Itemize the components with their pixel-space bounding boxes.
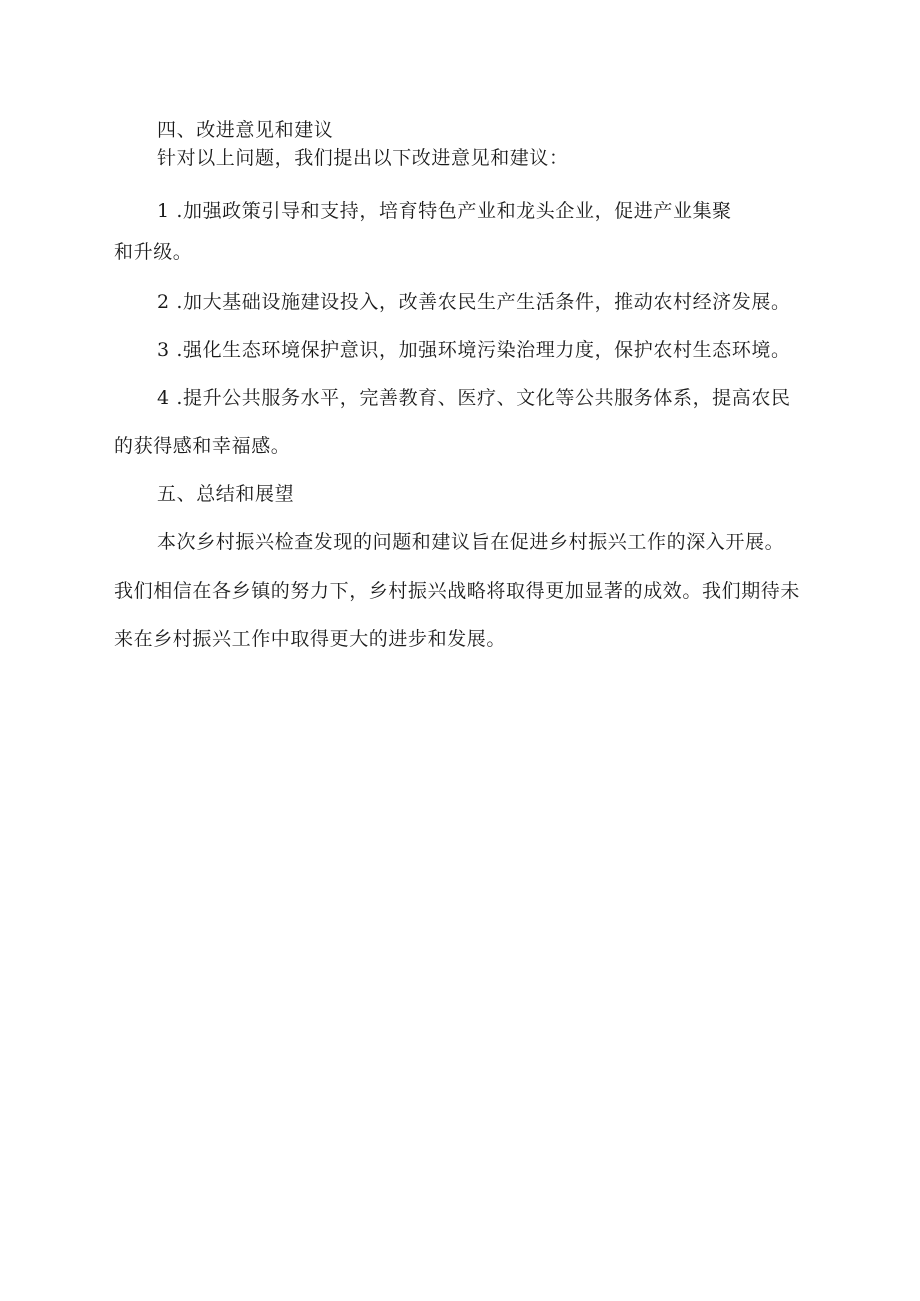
section-5-heading: 五、总结和展望 (157, 483, 295, 505)
section-5-paragraph-line-3: 来在乡村振兴工作中取得更大的进步和发展。 (114, 628, 507, 650)
list-item-4-line-1: 4 .提升公共服务水平，完善教育、医疗、文化等公共服务体系，提高农民 (157, 387, 791, 409)
list-item-1-line-2: 和升级。 (114, 241, 193, 263)
section-4-intro: 针对以上问题，我们提出以下改进意见和建议： (157, 147, 569, 169)
list-item-2: 2 .加大基础设施建设投入，改善农民生产生活条件，推动农村经济发展。 (157, 291, 791, 313)
section-5-paragraph-line-2: 我们相信在各乡镇的努力下，乡村振兴战略将取得更加显著的成效。我们期待未 (114, 580, 801, 602)
list-item-3: 3 .强化生态环境保护意识，加强环境污染治理力度，保护农村生态环境。 (157, 339, 791, 361)
section-4-heading: 四、改进意见和建议 (157, 119, 334, 141)
list-item-4-line-2: 的获得感和幸福感。 (114, 435, 291, 457)
list-item-1-line-1: 1 .加强政策引导和支持，培育特色产业和龙头企业，促进产业集聚 (157, 200, 732, 222)
section-5-paragraph-line-1: 本次乡村振兴检查发现的问题和建议旨在促进乡村振兴工作的深入开展。 (157, 531, 785, 553)
